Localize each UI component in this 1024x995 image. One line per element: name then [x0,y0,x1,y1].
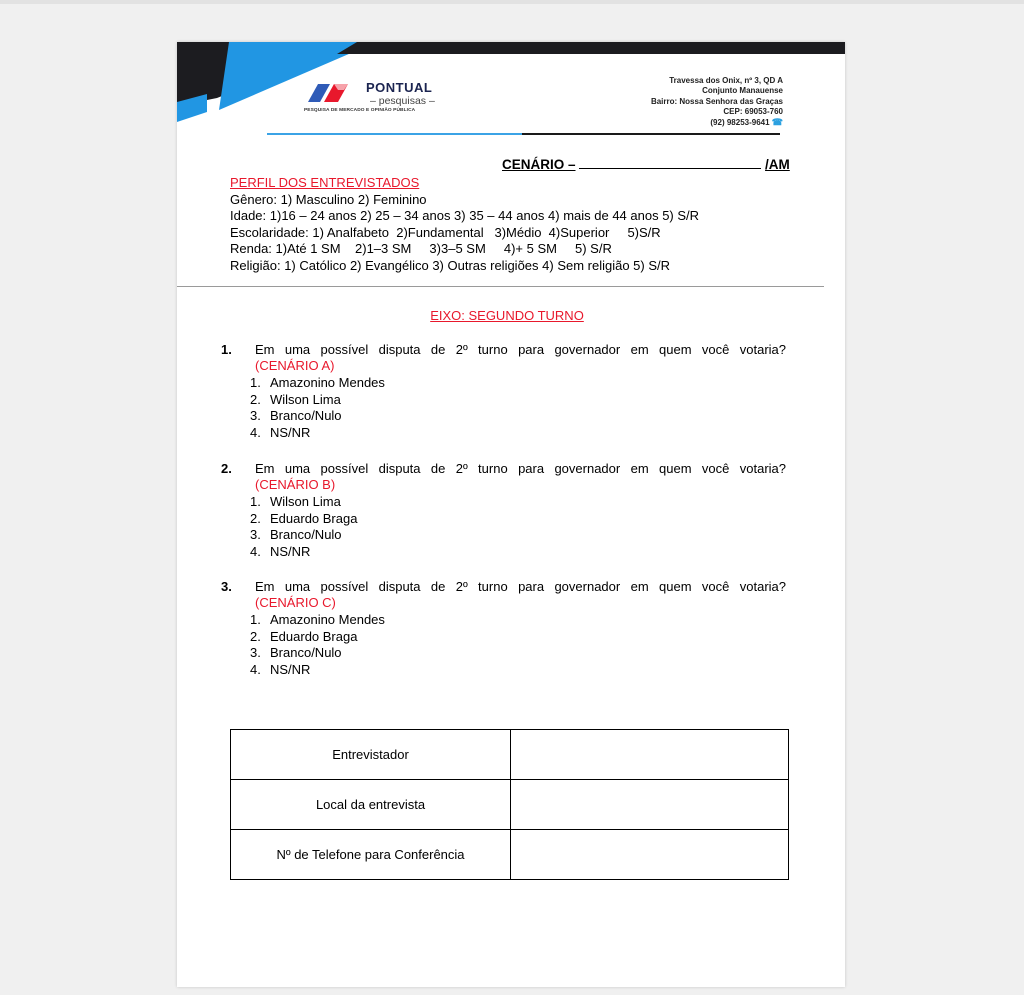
question-scenario: (CENÁRIO B) [255,477,336,492]
table-cell-label: Local da entrevista [231,780,511,830]
header-rule-dark [522,133,780,135]
option-list [250,494,357,561]
question-text: Em uma possível disputa de 2º turno para governador em quem você votaria? [255,461,786,476]
option-item: 1. Amazonino Mendes [250,612,385,627]
table-cell-label: Nº de Telefone para Conferência [231,830,511,880]
question-scenario: (CENÁRIO C) [255,595,336,610]
perfil-line-idade: Idade: 1)16 – 24 anos 2) 25 – 34 anos 3) 35 – 44 anos 4) mais de 44 anos 5) S/R [230,208,700,223]
option-item: 3. Branco/Nulo [250,408,342,424]
option-item: 2. Wilson Lima [250,391,341,407]
perfil-section [230,175,699,274]
option-item: 1. Wilson Lima [250,494,341,509]
table-cell-value [511,730,789,780]
question-text: Em uma possível disputa de 2º turno para governador em quem você votaria? [255,579,786,594]
question-scenario: (CENÁRIO A) [255,358,335,373]
logo-sub: – pesquisas – [370,95,435,107]
logo-mark-icon [304,78,362,106]
question-number: 2. [221,461,232,476]
phone-number: (92) 98253-9641 [710,118,770,128]
option-item: 4. NS/NR [250,662,311,678]
perfil-line-renda: Renda: 1)Até 1 SM 2)1–3 SM 3)3–5 SM 4)+ 5 SM 5) S/R [230,241,612,256]
address-line: Bairro: Nossa Senhora das Graças [650,96,783,106]
viewer-top-bar [0,0,1024,4]
option-item: 2. Eduardo Braga [250,510,358,526]
table-cell-label: Entrevistador [231,730,511,780]
interview-info-table [230,729,789,880]
option-item: 3. Branco/Nulo [250,527,342,543]
eixo-title [177,308,837,323]
question-text: Em uma possível disputa de 2º turno para governador em quem você votaria? [255,342,786,357]
address-line: Travessa dos Onix, nº 3, QD A [669,76,783,85]
cenario-suffix: /AM [765,157,790,172]
option-item: 3. Branco/Nulo [250,645,342,661]
document-page [177,42,845,987]
company-address [651,76,783,128]
address-line: CEP: 69053-760 [723,106,783,116]
phone-icon: ☎ [771,117,783,128]
cenario-field [502,157,790,172]
cenario-label: CENÁRIO – [502,157,576,172]
perfil-title: PERFIL DOS ENTREVISTADOS [230,175,420,190]
question-number: 3. [221,579,232,594]
option-item: 4. NS/NR [250,425,311,441]
table-row [231,830,789,880]
perfil-line-genero: Gênero: 1) Masculino 2) Feminino [230,191,427,207]
perfil-line-religiao: Religião: 1) Católico 2) Evangélico 3) Outras religiões 4) Sem religião 5) S/R [230,257,671,273]
section-divider [177,286,824,287]
address-line: Conjunto Manauense [702,86,783,96]
option-item: 2. Eduardo Braga [250,628,358,644]
question-number: 1. [221,342,232,357]
option-list [250,612,385,679]
logo-tagline: PESQUISA DE MERCADO E OPINIÃO PÚBLICA [304,108,416,113]
perfil-line-escolaridade: Escolaridade: 1) Analfabeto 2)Fundamental 3)Médio 4)Superior 5)S/R [230,224,661,240]
option-list [250,375,385,442]
table-cell-value [511,780,789,830]
option-item: 1. Amazonino Mendes [250,375,385,390]
eixo-label: EIXO: SEGUNDO TURNO [430,308,584,323]
option-item: 4. NS/NR [250,544,311,560]
table-row [231,780,789,830]
table-cell-value [511,830,789,880]
header-rule-blue [267,133,522,135]
cenario-blank [579,157,761,169]
company-logo [304,78,454,118]
logo-name: PONTUAL [366,80,433,95]
table-row [231,730,789,780]
address-phone [651,117,783,128]
